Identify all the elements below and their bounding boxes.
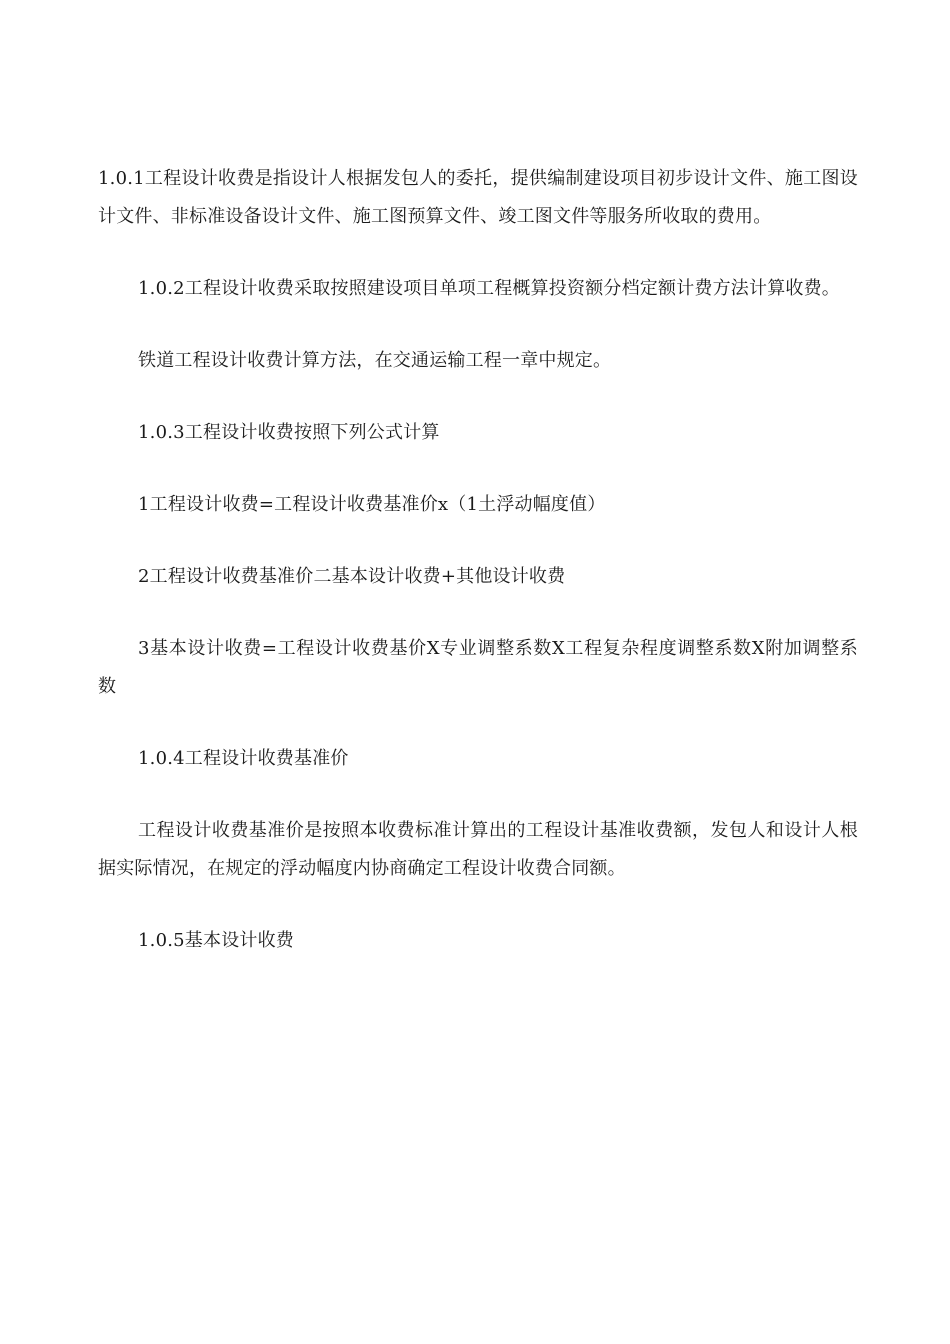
formula-1: 1工程设计收费=工程设计收费基准价x（1土浮动幅度值） [138,494,606,515]
paragraph-1-0-4: 1.0.4工程设计收费基准价 [138,748,349,769]
paragraph-railway-note: 铁道工程设计收费计算方法，在交通运输工程一章中规定。 [138,350,612,371]
paragraph-1-0-3: 1.0.3工程设计收费按照下列公式计算 [138,422,440,443]
paragraph-1-0-1: 1.0.1工程设计收费是指设计人根据发包人的委托，提供编制建设项目初步设计文件、施工图设计文件、非标准设备设计文件、施工图预算文件、竣工图文件等服务所收取的费用。 [98,168,858,227]
formula-3: 3基本设计收费=工程设计收费基价X专业调整系数X工程复杂程度调整系数X附加调整系数 [98,638,858,697]
paragraph-1-0-5: 1.0.5基本设计收费 [138,930,294,951]
paragraph-1-0-2: 1.0.2工程设计收费采取按照建设项目单项工程概算投资额分档定额计费方法计算收费。 [138,278,840,299]
formula-2: 2工程设计收费基准价二基本设计收费+其他设计收费 [138,566,566,587]
document-body [98,160,858,960]
paragraph-base-price-definition: 工程设计收费基准价是按照本收费标准计算出的工程设计基准收费额，发包人和设计人根据实际情况，在规定的浮动幅度内协商确定工程设计收费合同额。 [98,820,858,879]
